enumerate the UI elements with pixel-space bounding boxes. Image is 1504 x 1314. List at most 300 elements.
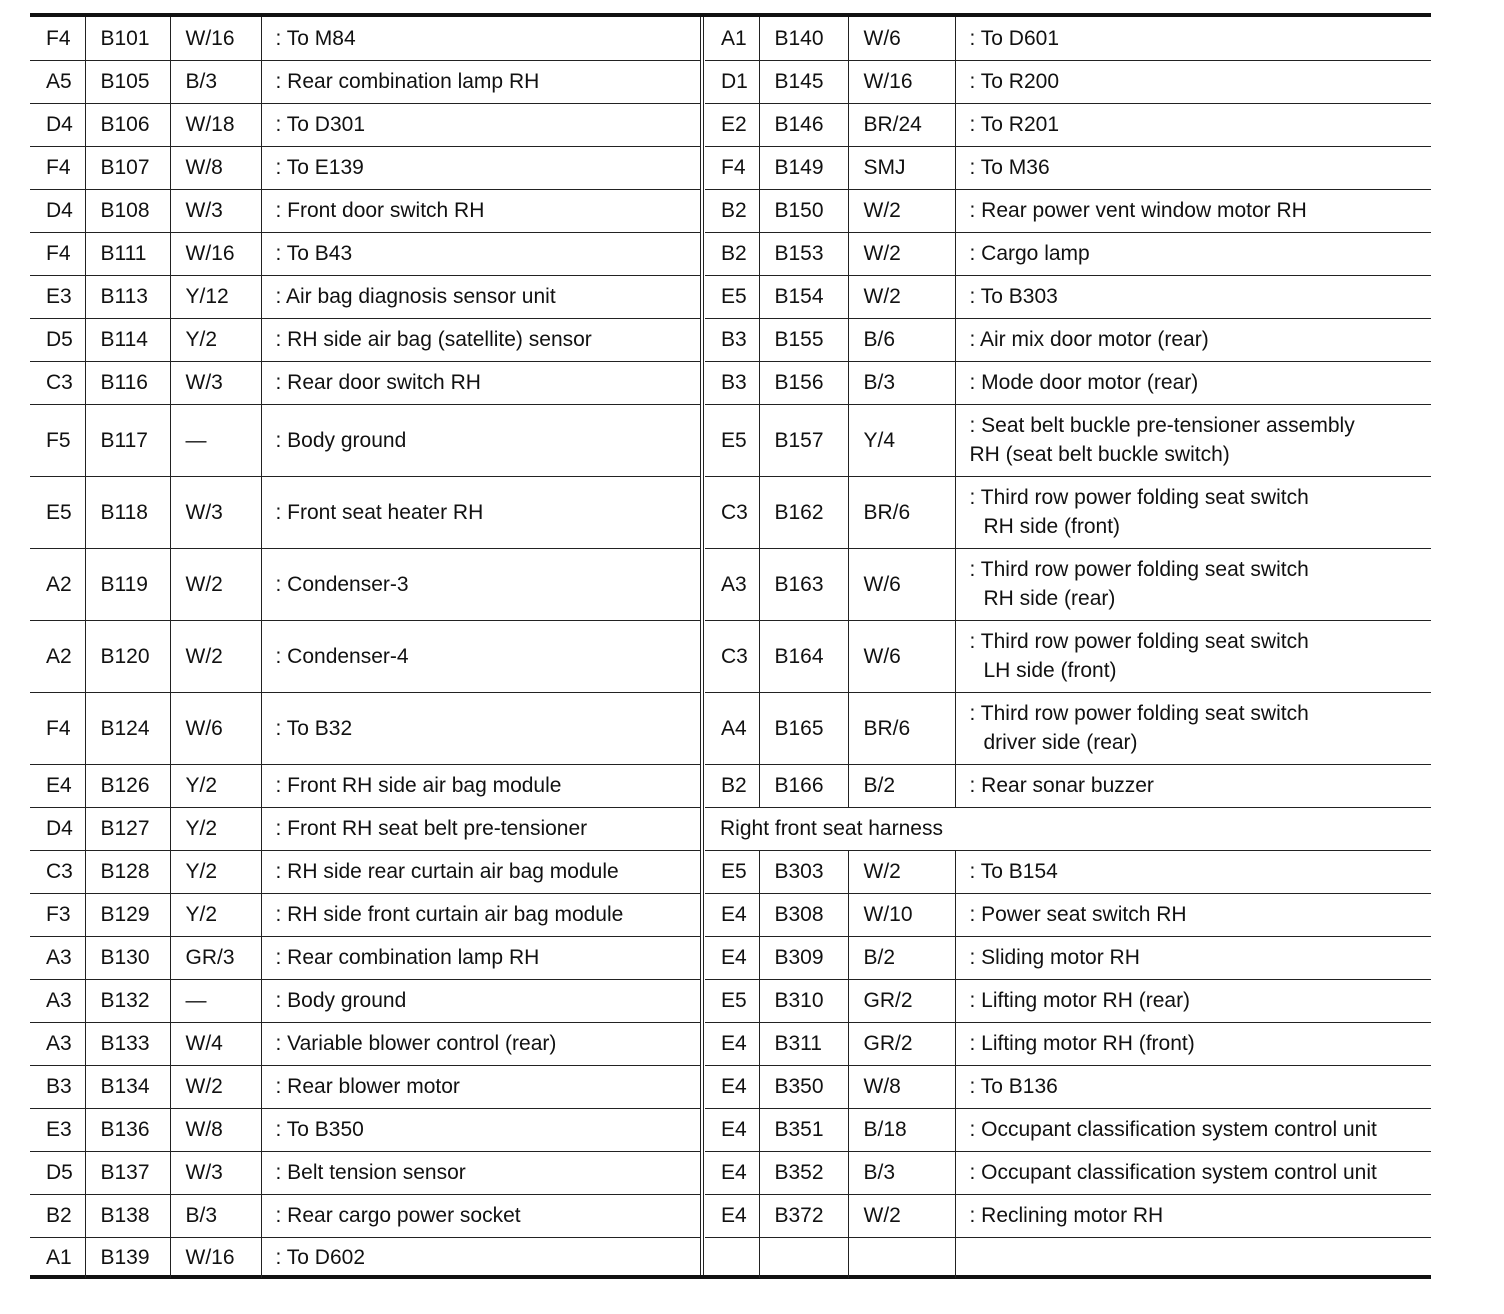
table-row: [30, 17, 701, 60]
connector-description: [955, 850, 1431, 893]
wire-spec: W/6: [848, 620, 955, 692]
wire-spec: W/16: [170, 1237, 261, 1278]
connector-description: [261, 361, 701, 404]
description-line: : Reclining motor RH: [969, 1204, 1164, 1227]
connector-description: [261, 1022, 701, 1065]
description-line: : Third row power folding seat switch: [969, 558, 1309, 581]
grid-ref: E5: [705, 275, 759, 318]
description-line: : Mode door motor (rear): [969, 371, 1199, 394]
wire-spec: B/18: [848, 1108, 955, 1151]
grid-ref: D1: [705, 60, 759, 103]
wire-spec: W/2: [170, 548, 261, 620]
grid-ref: E4: [705, 1108, 759, 1151]
wire-spec: W/6: [170, 692, 261, 764]
connector-code: B157: [759, 404, 848, 476]
description-line: : Body ground: [275, 428, 407, 452]
section-header: Right front seat harness: [705, 807, 1431, 850]
description-line: : To M36: [969, 156, 1050, 179]
table-row: [705, 476, 1431, 548]
wire-spec: GR/2: [848, 979, 955, 1022]
connector-code: B134: [85, 1065, 170, 1108]
connector-description: [261, 1237, 701, 1278]
wire-spec: W/6: [848, 548, 955, 620]
table-row: [705, 850, 1431, 893]
connector-code: B311: [759, 1022, 848, 1065]
wire-spec: Y/2: [170, 893, 261, 936]
connector-code: B118: [85, 476, 170, 548]
connector-description: [261, 807, 701, 850]
column-divider: [700, 17, 704, 1275]
wire-spec: W/2: [170, 1065, 261, 1108]
grid-ref: E3: [30, 1108, 85, 1151]
connector-description: [955, 361, 1431, 404]
description-line: : Front RH side air bag module: [275, 774, 562, 797]
description-line: : RH side rear curtain air bag module: [275, 860, 619, 883]
table-row: [705, 17, 1431, 60]
wire-spec: —: [170, 404, 261, 476]
description-line: : Rear combination lamp RH: [275, 70, 540, 93]
connector-code: B352: [759, 1151, 848, 1194]
table-row: [30, 979, 701, 1022]
wire-spec: B/2: [848, 936, 955, 979]
connector-code: B351: [759, 1108, 848, 1151]
wire-spec: B/3: [848, 1151, 955, 1194]
description-line: : To R200: [969, 70, 1060, 93]
wire-spec: BR/6: [848, 692, 955, 764]
grid-ref: D5: [30, 1151, 85, 1194]
connector-description: [261, 404, 701, 476]
wire-spec: BR/6: [848, 476, 955, 548]
table-row: [30, 936, 701, 979]
connector-description: [261, 146, 701, 189]
grid-ref: C3: [705, 620, 759, 692]
wire-spec: GR/3: [170, 936, 261, 979]
description-line: : Power seat switch RH: [969, 903, 1187, 926]
grid-ref: F4: [30, 17, 85, 60]
grid-ref: E5: [705, 404, 759, 476]
connector-description: [955, 232, 1431, 275]
description-line: : To B43: [275, 242, 353, 265]
connector-description: [955, 476, 1431, 548]
connector-description: [261, 548, 701, 620]
table-row: [30, 404, 701, 476]
grid-ref: A1: [705, 17, 759, 60]
table-row: [30, 1065, 701, 1108]
connector-description: [955, 548, 1431, 620]
table-row: [30, 764, 701, 807]
description-line: : Sliding motor RH: [969, 946, 1140, 969]
grid-ref: B3: [705, 361, 759, 404]
connector-code: B117: [85, 404, 170, 476]
connector-code: B372: [759, 1194, 848, 1237]
description-line-2: RH side (front): [983, 515, 1121, 538]
table-row: [30, 60, 701, 103]
connector-description: [261, 17, 701, 60]
grid-ref: A5: [30, 60, 85, 103]
description-line: : To D601: [969, 26, 1060, 50]
connector-description: [261, 1065, 701, 1108]
description-line: : Occupant classification system control unit: [969, 1161, 1377, 1184]
table-row: [705, 1108, 1431, 1151]
connector-code: B165: [759, 692, 848, 764]
table-row: [705, 807, 1431, 850]
connector-description: [261, 1151, 701, 1194]
description-line: : RH side front curtain air bag module: [275, 903, 624, 926]
wire-spec: W/8: [848, 1065, 955, 1108]
wire-spec: BR/24: [848, 103, 955, 146]
wire-spec: W/16: [170, 17, 261, 60]
description-line: : Seat belt buckle pre-tensioner assembly: [969, 414, 1355, 437]
description-line: : To B350: [275, 1118, 364, 1141]
grid-ref: B2: [705, 232, 759, 275]
connector-description: [955, 979, 1431, 1022]
connector-description: [261, 764, 701, 807]
connector-description: [955, 318, 1431, 361]
connector-code: B128: [85, 850, 170, 893]
grid-ref: A2: [30, 620, 85, 692]
grid-ref: C3: [705, 476, 759, 548]
wire-spec: W/4: [170, 1022, 261, 1065]
table-row: [705, 692, 1431, 764]
wire-spec: —: [170, 979, 261, 1022]
grid-ref: E5: [30, 476, 85, 548]
connector-code: B137: [85, 1151, 170, 1194]
wire-spec: W/2: [170, 620, 261, 692]
connector-table-right: [705, 17, 1431, 1278]
connector-code: B124: [85, 692, 170, 764]
connector-code: B130: [85, 936, 170, 979]
connector-description: [955, 60, 1431, 103]
description-line: : RH side air bag (satellite) sensor: [275, 328, 592, 351]
connector-description: [261, 476, 701, 548]
description-line: : To D602: [275, 1246, 366, 1270]
connector-code: B308: [759, 893, 848, 936]
table-row: [705, 1022, 1431, 1065]
connector-description: [261, 318, 701, 361]
table-row: [30, 620, 701, 692]
description-line: : Front door switch RH: [275, 199, 485, 222]
table-row: [705, 1151, 1431, 1194]
connector-code: B126: [85, 764, 170, 807]
connector-description: [261, 189, 701, 232]
wire-spec: B/6: [848, 318, 955, 361]
connector-code: [759, 1237, 848, 1278]
description-line: : To M84: [275, 26, 356, 50]
grid-ref: E5: [705, 979, 759, 1022]
description-line: : Rear combination lamp RH: [275, 946, 540, 969]
connector-code: B106: [85, 103, 170, 146]
connector-code: B107: [85, 146, 170, 189]
wire-spec: B/3: [848, 361, 955, 404]
grid-ref: F4: [30, 232, 85, 275]
description-line: : To B136: [969, 1075, 1058, 1098]
connector-description: [955, 764, 1431, 807]
wire-spec: W/16: [848, 60, 955, 103]
grid-ref: E4: [705, 1151, 759, 1194]
wire-spec: W/3: [170, 361, 261, 404]
wire-spec: B/3: [170, 60, 261, 103]
description-line: : To B32: [275, 716, 353, 740]
grid-ref: A1: [46, 1246, 72, 1270]
description-line: : Air mix door motor (rear): [969, 328, 1209, 351]
table-row: [30, 361, 701, 404]
table-row: [30, 1108, 701, 1151]
connector-description: [261, 936, 701, 979]
connector-description: [955, 404, 1431, 476]
table-row: [705, 936, 1431, 979]
connector-description: [261, 893, 701, 936]
description-line: : Third row power folding seat switch: [969, 486, 1309, 509]
connector-code: B149: [759, 146, 848, 189]
table-row: [705, 979, 1431, 1022]
connector-code: B162: [759, 476, 848, 548]
description-line: : Belt tension sensor: [275, 1161, 466, 1184]
grid-ref: A3: [30, 1022, 85, 1065]
description-line-2: driver side (rear): [983, 731, 1138, 754]
table-row: [705, 275, 1431, 318]
connector-code: B101: [85, 17, 170, 60]
table-row: [30, 476, 701, 548]
grid-ref: A3: [30, 936, 85, 979]
grid-ref: D4: [30, 189, 85, 232]
grid-ref: E4: [705, 1065, 759, 1108]
connector-code: B139: [85, 1237, 170, 1278]
wire-spec: W/2: [848, 275, 955, 318]
grid-ref: F4: [705, 146, 759, 189]
table-row: [30, 807, 701, 850]
wire-spec: W/16: [170, 232, 261, 275]
wire-spec: W/18: [170, 103, 261, 146]
connector-code: B150: [759, 189, 848, 232]
grid-ref: E4: [705, 936, 759, 979]
connector-code: B153: [759, 232, 848, 275]
connector-description: [261, 103, 701, 146]
description-line: : To B303: [969, 285, 1058, 308]
grid-ref: E4: [705, 1022, 759, 1065]
grid-ref: [705, 1237, 759, 1278]
description-line: : To D301: [275, 113, 366, 136]
table-row: [30, 275, 701, 318]
table-row: [705, 189, 1431, 232]
grid-ref: B2: [30, 1194, 85, 1237]
wire-spec: W/3: [170, 1151, 261, 1194]
table-row: [30, 1237, 701, 1278]
table-row: [705, 404, 1431, 476]
connector-description: [955, 189, 1431, 232]
connector-description: [955, 103, 1431, 146]
connector-code: B154: [759, 275, 848, 318]
grid-ref: E4: [705, 1194, 759, 1237]
connector-description: [955, 1065, 1431, 1108]
wire-spec: GR/2: [848, 1022, 955, 1065]
connector-code: B105: [85, 60, 170, 103]
connector-code: B156: [759, 361, 848, 404]
table-row: [705, 318, 1431, 361]
table-row: [705, 893, 1431, 936]
grid-ref: E2: [705, 103, 759, 146]
description-line: : Body ground: [275, 989, 407, 1012]
description-line: : Rear cargo power socket: [275, 1204, 521, 1227]
wire-spec: B/3: [170, 1194, 261, 1237]
table-row: [705, 548, 1431, 620]
connector-code: B108: [85, 189, 170, 232]
connector-table-left: [30, 17, 701, 1278]
grid-ref: F4: [30, 146, 85, 189]
connector-description: [955, 1194, 1431, 1237]
description-line: : To B154: [969, 860, 1058, 883]
table-row: [705, 1194, 1431, 1237]
grid-ref: B2: [705, 189, 759, 232]
grid-ref: E5: [705, 850, 759, 893]
connector-code: B116: [85, 361, 170, 404]
connector-description: [261, 1194, 701, 1237]
connector-description: [261, 850, 701, 893]
description-line: : Rear door switch RH: [275, 371, 481, 394]
connector-description: [261, 692, 701, 764]
connector-code: B114: [85, 318, 170, 361]
connector-description: [955, 1108, 1431, 1151]
description-line: : Cargo lamp: [969, 242, 1090, 265]
grid-ref: A3: [30, 979, 85, 1022]
connector-code: B164: [759, 620, 848, 692]
description-line: : Third row power folding seat switch: [969, 630, 1309, 653]
description-line: : To R201: [969, 113, 1060, 136]
wire-spec: W/2: [848, 232, 955, 275]
wire-spec: Y/12: [170, 275, 261, 318]
table-row: [705, 146, 1431, 189]
description-line: : Third row power folding seat switch: [969, 702, 1309, 725]
connector-code: B309: [759, 936, 848, 979]
table-row: [30, 232, 701, 275]
connector-code: B350: [759, 1065, 848, 1108]
grid-ref: F5: [30, 404, 85, 476]
grid-ref: F3: [30, 893, 85, 936]
description-line-2: RH (seat belt buckle switch): [969, 443, 1230, 466]
table-row: [705, 103, 1431, 146]
grid-ref: B3: [705, 318, 759, 361]
grid-ref: D4: [30, 103, 85, 146]
grid-ref: A4: [705, 692, 759, 764]
table-row: [30, 146, 701, 189]
connector-code: B155: [759, 318, 848, 361]
grid-ref: D5: [30, 318, 85, 361]
connector-description: [261, 620, 701, 692]
connector-description: [261, 275, 701, 318]
connector-code: B119: [85, 548, 170, 620]
connector-code: B132: [85, 979, 170, 1022]
description-line: : Rear blower motor: [275, 1075, 460, 1098]
wire-spec: [848, 1237, 955, 1278]
connector-description: [955, 620, 1431, 692]
table-row: [30, 1151, 701, 1194]
wire-spec: W/3: [170, 476, 261, 548]
connector-code: B166: [759, 764, 848, 807]
connector-description: [955, 146, 1431, 189]
connector-code: B133: [85, 1022, 170, 1065]
description-line: : Air bag diagnosis sensor unit: [275, 285, 556, 308]
table-row: [30, 692, 701, 764]
connector-description: [261, 60, 701, 103]
grid-ref: C3: [30, 361, 85, 404]
description-line: : Rear sonar buzzer: [969, 774, 1154, 797]
connector-description: [261, 979, 701, 1022]
connector-code: B113: [85, 275, 170, 318]
wire-spec: SMJ: [848, 146, 955, 189]
connector-description: [955, 17, 1431, 60]
connector-code: B127: [85, 807, 170, 850]
connector-code: B303: [759, 850, 848, 893]
grid-ref: C3: [30, 850, 85, 893]
connector-description: [955, 275, 1431, 318]
wire-spec: Y/2: [170, 850, 261, 893]
description-line-2: LH side (front): [983, 659, 1117, 682]
connector-description: [955, 893, 1431, 936]
connector-code: B129: [85, 893, 170, 936]
connector-code: B111: [85, 232, 170, 275]
connector-code: B163: [759, 548, 848, 620]
grid-ref: E3: [30, 275, 85, 318]
connector-description: [955, 1022, 1431, 1065]
connector-code: B146: [759, 103, 848, 146]
table-row: [30, 850, 701, 893]
wire-spec: W/3: [170, 189, 261, 232]
table-row: [30, 893, 701, 936]
wire-spec: Y/2: [170, 318, 261, 361]
wire-spec: W/2: [848, 1194, 955, 1237]
description-line: : Condenser-4: [275, 644, 409, 668]
grid-ref: E4: [30, 764, 85, 807]
grid-ref: A2: [30, 548, 85, 620]
wire-spec: W/2: [848, 189, 955, 232]
description-line: : To E139: [275, 156, 364, 179]
description-line: : Condenser-3: [275, 572, 409, 596]
table-row: [705, 232, 1431, 275]
description-line-2: RH side (rear): [983, 587, 1116, 610]
wire-spec: B/2: [848, 764, 955, 807]
table-row: [30, 189, 701, 232]
connector-description: [261, 232, 701, 275]
grid-ref: A3: [705, 548, 759, 620]
table-row: [705, 1065, 1431, 1108]
table-row: [705, 60, 1431, 103]
grid-ref: F4: [30, 692, 85, 764]
wire-spec: Y/2: [170, 807, 261, 850]
table-row: [705, 1237, 1431, 1278]
grid-ref: B2: [705, 764, 759, 807]
wire-spec: W/8: [170, 146, 261, 189]
wire-spec: Y/2: [170, 764, 261, 807]
connector-description: [955, 692, 1431, 764]
connector-description: [261, 1108, 701, 1151]
description-line: : Variable blower control (rear): [275, 1032, 557, 1055]
wire-spec: W/10: [848, 893, 955, 936]
grid-ref: E4: [705, 893, 759, 936]
connector-description: [955, 936, 1431, 979]
table-row: [30, 103, 701, 146]
description-line: : Lifting motor RH (rear): [969, 989, 1191, 1012]
table-row: [705, 764, 1431, 807]
wire-spec: W/8: [170, 1108, 261, 1151]
grid-ref: D4: [30, 807, 85, 850]
description-line: : Front RH seat belt pre-tensioner: [275, 817, 588, 840]
description-line: : Front seat heater RH: [275, 500, 484, 524]
description-line: : Rear power vent window motor RH: [969, 199, 1307, 222]
table-row: [30, 318, 701, 361]
wire-spec: W/6: [848, 17, 955, 60]
connector-description: [955, 1237, 1431, 1278]
table-row: [705, 361, 1431, 404]
table-row: [30, 548, 701, 620]
